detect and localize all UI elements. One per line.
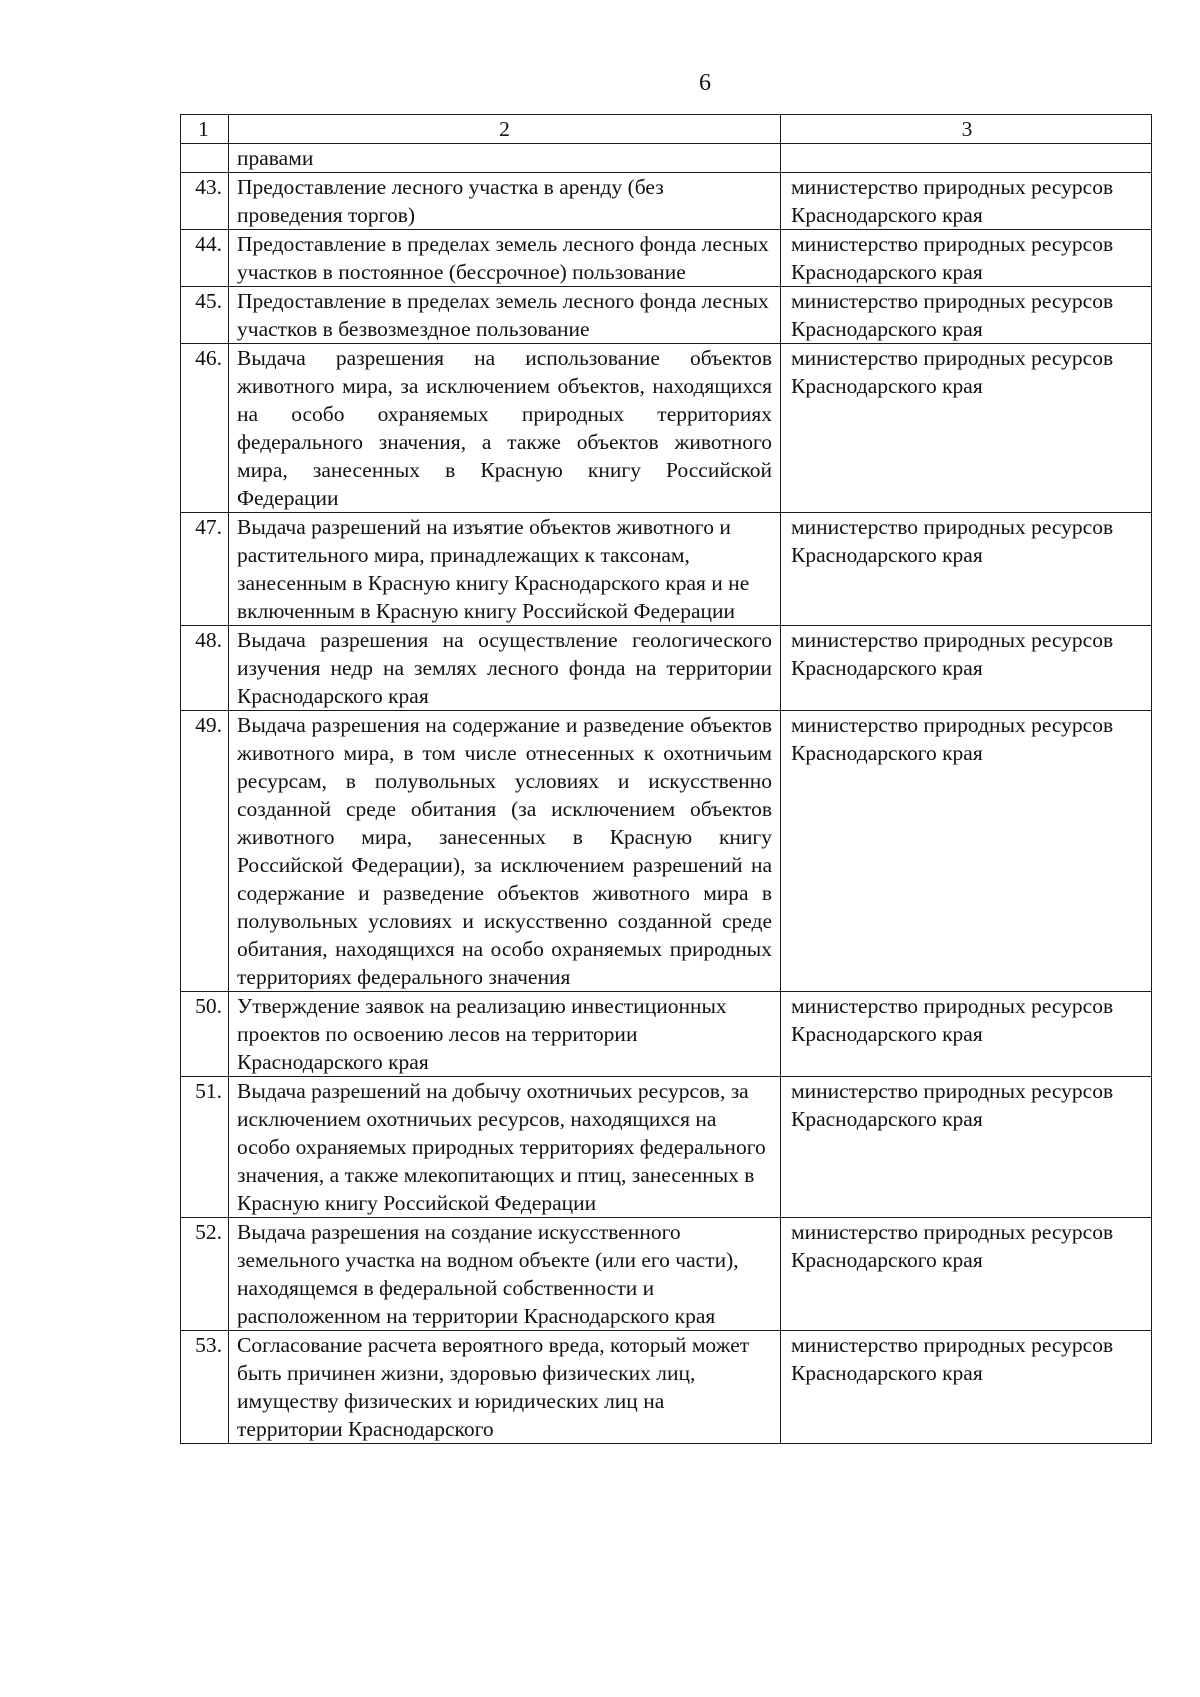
table-header-row xyxy=(181,115,1152,144)
responsible-authority: министерство природных ресурсов Краснодарского края xyxy=(781,230,1152,287)
row-number: 47. xyxy=(181,513,229,626)
service-name: Предоставление в пределах земель лесного фонда лесных участков в безвозмездное пользование xyxy=(229,287,781,344)
table-row xyxy=(181,626,1152,711)
table-row xyxy=(181,992,1152,1077)
row-number: 46. xyxy=(181,344,229,513)
row-number: 44. xyxy=(181,230,229,287)
table-row xyxy=(181,173,1152,230)
responsible-authority: министерство природных ресурсов Краснодарского края xyxy=(781,1331,1152,1444)
table-row xyxy=(181,344,1152,513)
row-number: 43. xyxy=(181,173,229,230)
responsible-authority: министерство природных ресурсов Краснодарского края xyxy=(781,344,1152,513)
service-name: Предоставление в пределах земель лесного фонда лесных участков в постоянное (бессрочное) пользование xyxy=(229,230,781,287)
table-row xyxy=(181,1077,1152,1218)
table-row xyxy=(181,1331,1152,1444)
service-name: Выдача разрешения на создание искусственного земельного участка на водном объекте (или его части), находящемся в федеральной собственности и расположенном на территории Краснодарского края xyxy=(229,1218,781,1331)
header-col-3: 3 xyxy=(781,115,1152,144)
service-name: Выдача разрешения на осуществление геологического изучения недр на землях лесного фонда на территории Краснодарского края xyxy=(229,626,781,711)
service-name: Выдача разрешения на содержание и разведение объектов животного мира, в том числе отнесенных к охотничьим ресурсам, в полувольных условиях и искусственно созданной среде обитания (за исключением объектов животного мира, занесенных в Красную книгу Российской Федерации), за исключением разрешений на содержание и разведение объектов животного мира в полувольных условиях и искусственно созданной среде обитания, находящихся на особо охраняемых природных территориях федерального значения xyxy=(229,711,781,992)
responsible-authority: министерство природных ресурсов Краснодарского края xyxy=(781,711,1152,992)
service-name: Выдача разрешений на изъятие объектов животного и растительного мира, принадлежащих к таксонам, занесенным в Красную книгу Краснодарского края и не включенным в Красную книгу Российской Федерации xyxy=(229,513,781,626)
row-number: 51. xyxy=(181,1077,229,1218)
responsible-authority: министерство природных ресурсов Краснодарского края xyxy=(781,287,1152,344)
responsible-authority: министерство природных ресурсов Краснодарского края xyxy=(781,513,1152,626)
responsible-authority: министерство природных ресурсов Краснодарского края xyxy=(781,1077,1152,1218)
continuation-text: правами xyxy=(229,144,781,173)
responsible-authority: министерство природных ресурсов Краснодарского края xyxy=(781,626,1152,711)
table-row xyxy=(181,1218,1152,1331)
row-number: 49. xyxy=(181,711,229,992)
row-number: 53. xyxy=(181,1331,229,1444)
row-number: 45. xyxy=(181,287,229,344)
table-row xyxy=(181,711,1152,992)
table-row xyxy=(181,230,1152,287)
row-number: 52. xyxy=(181,1218,229,1331)
service-name: Согласование расчета вероятного вреда, который может быть причинен жизни, здоровью физических лиц, имуществу физических и юридических лиц на территории Краснодарского xyxy=(229,1331,781,1444)
table-row xyxy=(181,287,1152,344)
service-name: Утверждение заявок на реализацию инвестиционных проектов по освоению лесов на территории Краснодарского края xyxy=(229,992,781,1077)
row-number: 50. xyxy=(181,992,229,1077)
header-col-1: 1 xyxy=(181,115,229,144)
row-number: 48. xyxy=(181,626,229,711)
responsible-authority: министерство природных ресурсов Краснодарского края xyxy=(781,992,1152,1077)
services-table-container xyxy=(180,114,1152,1444)
continuation-num-cell xyxy=(181,144,229,173)
continuation-row xyxy=(181,144,1152,173)
header-col-2: 2 xyxy=(229,115,781,144)
service-name: Выдача разрешений на добычу охотничьих ресурсов, за исключением охотничьих ресурсов, находящихся на особо охраняемых природных территориях федерального значения, а также млекопитающих и птиц, занесенных в Красную книгу Российской Федерации xyxy=(229,1077,781,1218)
table-row xyxy=(181,513,1152,626)
services-table xyxy=(180,114,1152,1444)
service-name: Предоставление лесного участка в аренду (без проведения торгов) xyxy=(229,173,781,230)
responsible-authority: министерство природных ресурсов Краснодарского края xyxy=(781,1218,1152,1331)
continuation-org-cell xyxy=(781,144,1152,173)
page-number: 6 xyxy=(699,70,711,96)
responsible-authority: министерство природных ресурсов Краснодарского края xyxy=(781,173,1152,230)
service-name: Выдача разрешения на использование объектов животного мира, за исключением объектов, находящихся на особо охраняемых природных территориях федерального значения, а также объектов животного мира, занесенных в Красную книгу Российской Федерации xyxy=(229,344,781,513)
